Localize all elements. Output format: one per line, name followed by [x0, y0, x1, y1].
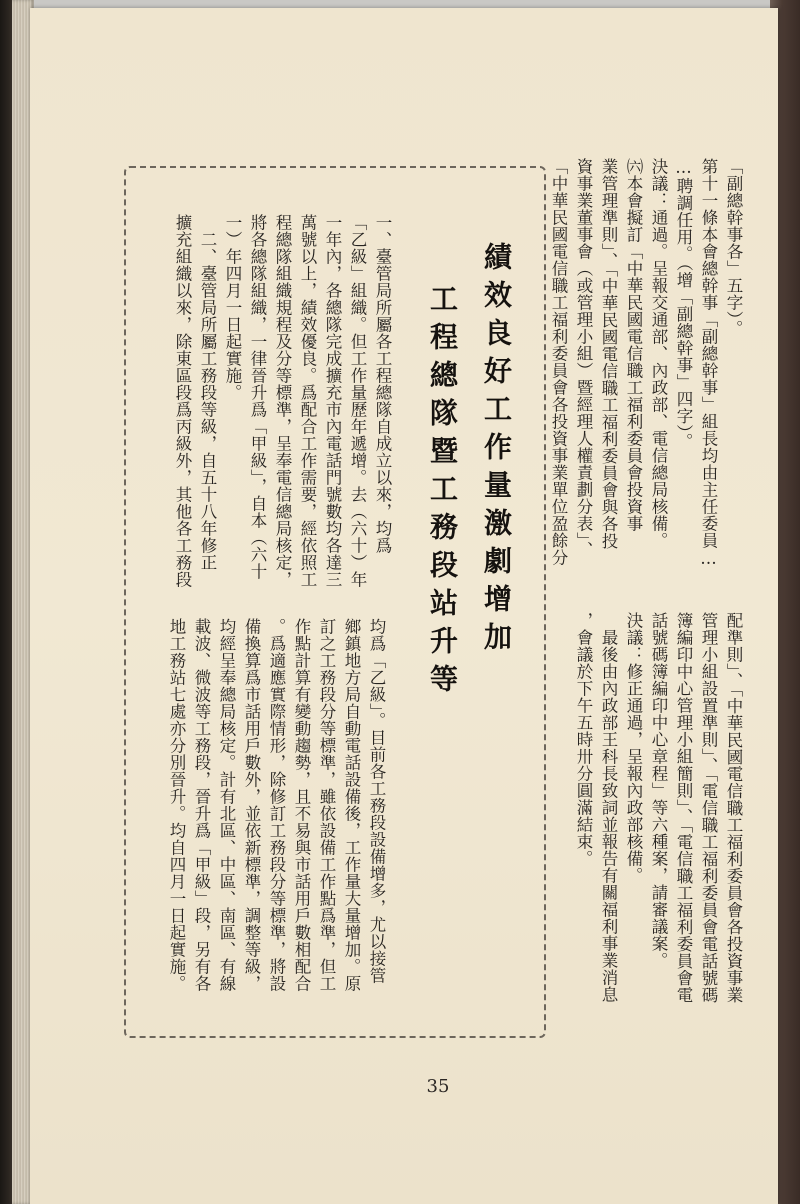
- right-top-line: 「副總幹事各」五字）。: [724, 158, 743, 337]
- article-body-line: 萬號以上，績效優良。爲配合工作需要，經依照工: [298, 214, 317, 588]
- article-headline-primary: 績效良好工作量激劇增加: [480, 242, 513, 660]
- article-body-line: 一、臺管局所屬各工程總隊自成立以來，均爲: [373, 214, 392, 554]
- article-body-line: 地工務站七處亦分別晉升。均自四月一日起實施。: [167, 618, 186, 992]
- right-bottom-line: 話號碼簿編印中心章程」等六種案，請審議案。: [649, 612, 668, 969]
- right-bottom-line: 決議：修正通過，呈報內政部核備。: [624, 612, 643, 884]
- article-body-line: 載波、微波等工務段，晉升爲「甲級」段，另有各: [192, 618, 211, 992]
- article-body-line: 均經呈奉總局核定。計有北區、中區、南區、有線: [217, 618, 236, 992]
- article-body-line: 備換算爲市話用戶數外，並依新標準，調整等級，: [242, 618, 261, 992]
- article-body-line: 「乙級」組織。但工作量歷年遞增。去（六十）年: [348, 214, 367, 588]
- right-bottom-line: ，會議於下午五時卅分圓滿結束。: [574, 612, 593, 867]
- book-page: [30, 8, 778, 1204]
- right-top-line: 第十一條本會總幹事「副總幹事」組長均由主任委員…: [699, 158, 718, 569]
- right-bottom-line: 簿編印中心管理小組簡則」、「電信職工福利委員會電: [674, 612, 693, 1004]
- page-number: 35: [426, 1076, 450, 1097]
- article-body-line: 。爲適應實際情形，除修訂工務段分等標準，將設: [267, 618, 286, 992]
- right-top-line: 業管理準則」、「中華民國電信職工福利委員會與各投: [599, 158, 618, 550]
- article-body-line: 程總隊組織規程及分等標準，呈奉電信總局核定，: [273, 214, 292, 588]
- right-top-line: …聘調任用。（增「副總幹事」四字）。: [674, 158, 693, 450]
- right-bottom-line: 配準則」、「中華民國電信職工福利委員會各投資事業: [724, 612, 743, 1004]
- right-top-line: 資事業董事會（或管理小組）暨經理人權責劃分表」、: [574, 158, 593, 558]
- article-body-line: 將各總隊組織，一律晉升爲「甲級」，自本（六十: [248, 214, 267, 580]
- article-body-line: 擴充組織以來，除東區段爲丙級外，其他各工務段: [173, 214, 192, 588]
- article-body-line: 一）年四月一日起實施。: [223, 214, 242, 401]
- right-top-line: 決議：通過。呈報交通部、內政部、電信總局核備。: [649, 158, 668, 549]
- article-body-line: 鄉鎮地方局自動電話設備後，工作量大量增加。原: [342, 618, 361, 992]
- article-body-line: 一年內，各總隊完成擴充市內電話門號數均各達三: [323, 214, 342, 588]
- article-body-line: 二、臺管局所屬工務段等級，自五十八年修正: [198, 214, 217, 571]
- article-body-line: 訂之工務段分等標準，雖依設備工作點爲準，但工: [317, 618, 336, 992]
- right-top-line: ㈥本會擬訂「中華民國電信職工福利委員會投資事: [624, 158, 643, 532]
- article-body-line: 均爲「乙級」。目前各工務段設備增多，尤以接管: [367, 618, 386, 984]
- article-headline-secondary: 工程總隊暨工務段站升等: [426, 284, 459, 702]
- right-bottom-line: 管理小組設置準則」、「電信職工福利委員會電話號碼: [699, 612, 718, 1004]
- right-top-line: 「中華民國電信職工福利委員會各投資事業單位盈餘分: [549, 158, 568, 566]
- article-body-line: 作點計算有變動趨勢，且不易與市話用戶數相配合: [292, 618, 311, 992]
- right-bottom-line: 最後由內政部王科長致詞並報告有關福利事業消息: [599, 612, 618, 1003]
